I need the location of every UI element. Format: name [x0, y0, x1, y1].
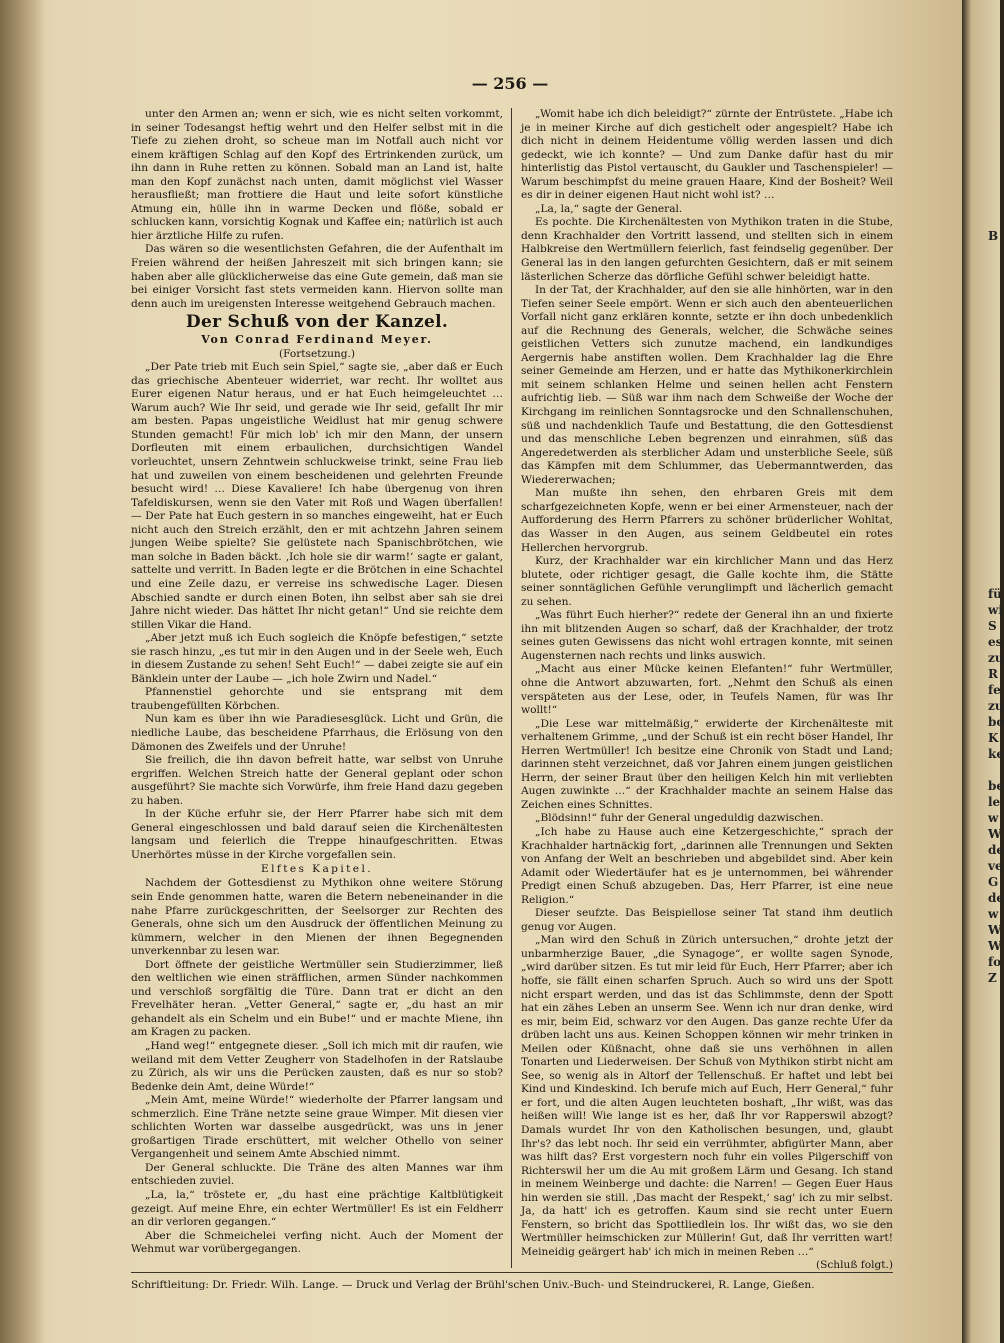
adjacent-page-text: zu	[988, 651, 1004, 665]
story-paragraph: Man mußte ihn sehen, den ehrbaren Greis mit dem scharfgezeichneten Kopfe, wenn er bei einer Armensteuer, nach der Aufforderung des Herrn Pfarrers zu schöner brüderlicher Wohltat, das Wasser in den Augen, aus seinem Geldbeutel ein rotes Hellerchen hervorgrub.	[521, 487, 893, 554]
story-continuation-note: (Fortsetzung.)	[278, 348, 356, 361]
story-author: Von Conrad Ferdinand Meyer.	[201, 333, 433, 347]
story-paragraph: „Hand weg!“ entgegnete dieser. „Soll ich mich mit dir raufen, wie weiland mit dem Vetter Zeugherr von Stadelhofen in der Ratslaube zu Zürich, als wir uns die Perücken zausten, daß es nur so stob? Bedenke dein Amt, deine Würde!“	[131, 1040, 503, 1093]
story-paragraph: „Blödsinn!“ fuhr der General ungeduldig dazwischen.	[535, 812, 824, 825]
story-paragraph: Kurz, der Krachhalder war ein kirchlicher Mann und das Herz blutete, oder richtiger gesagt, die Galle kochte ihm, die Stätte seiner sonntäglichen Gefühle verunglimpft und lächerlich gemacht zu sehen.	[521, 555, 893, 608]
adjacent-page-text: W	[988, 827, 1002, 841]
adjacent-page-edge	[962, 0, 1004, 1343]
adjacent-page-text: G	[988, 875, 999, 889]
story-paragraph: Dieser seufzte. Das Beispiellose seiner Tat stand ihm deutlich genug vor Augen.	[521, 907, 893, 933]
story-paragraph: Dort öffnete der geistliche Wertmüller sein Studierzimmer, ließ den weltlichen wie einen sträfflichen, armen Sünder nachkommen und verschloß sorgfältig die Türe. Dann trat er dicht an den Frevelhäter heran. „Vetter General,“ sagte er, „du hast an mir gehandelt als ein Schelm und ein Bube!“ und er machte Miene, ihn am Kragen zu packen.	[131, 958, 503, 1039]
story-paragraph: In der Tat, der Krachhalder, auf den sie alle hinhörten, war in den Tiefen seiner Seele empört. Wenn er sich auch den abenteuerlichen Vorfall nicht ganz erklären konnte, setzte er ihn doch unbedenklich auf die Rechnung des Generals, welcher, die Schwäche seines geistlichen Vetters sich zunutze machend, ein landkundiges Aergernis habe anstiften wollen. Dem Krachhalder lag die Ehre seiner Gemeinde am Herzen, und er hatte das Mythikonerkirchlein mit seinem schlanken Helme und seinen hellen acht Fenstern aufrichtig lieb. — Süß war ihm nach dem Schweiße der Woche der Kirchgang im reinlichen Sonntagsrocke und den Schnallenschuhen, süß und nachdenklich Taufe und Bestattung, die den Gottesdienst und das menschliche Leben begrenzen und einrahmen, süß das Angeredetwerden als sterblicher Adam und unsterbliche Seele, süß das Kämpfen mit dem Schlummer, das Uebermanntwerden, das Wiedererwachen;	[521, 284, 893, 486]
adjacent-page-text: B	[988, 229, 999, 243]
story-paragraph: „Die Lese war mittelmäßig,“ erwiderte der Kirchenälteste mit verhaltenem Grimme, „und der Schuß ist ein recht böser Handel, Ihr Herren Wertmüller! Ich besitze eine Chronik von Stadt und Land; darinnen steht verzeichnet, daß vor Jahren einem jungen geistlichen Herrn, der seiner Braut über den heiligen Kelch hin mit verliebten Augen zuwinkte …“ der Krachhalder machte an seinem Halse das Zeichen eines Schnittes.	[521, 717, 893, 811]
story-paragraph: „Womit habe ich dich beleidigt?“ zürnte der Entrüstete. „Habe ich je in meiner Kirche auf dich gestichelt oder angespielt? Habe ich dich nicht in deinem Heidentume völlig werden lassen und dich gedeckt, wie ich konnte? — Und zum Danke dafür hast du mir hinterlistig das Pistol vertauscht, du Gaukler und Taschenspieler! — Warum beschimpfst du meine grauen Haare, Kind der Bosheit? Weil es dir in deiner eigenen Haut nicht wohl ist? …	[521, 108, 893, 202]
story-paragraph: Nun kam es über ihn wie Paradiesesglück. Licht und Grün, die niedliche Laube, das bescheidene Pfarrhaus, die Erlösung von den Dämonen des Zweifels und der Unruhe!	[131, 713, 503, 753]
story-paragraph: „Ich habe zu Hause auch eine Ketzergeschichte,“ sprach der Krachhalder hartnäckig fort, „darinnen alle Trennungen und Sekten von Anfang der Welt an beschrieben und abgebildet sind. Aber kein Adamit oder Wiedertäufer hat es je unternommen, bei währender Predigt einen Schuß abzugeben. Das, Herr Pfarrer, ist eine neue Religion.“	[521, 825, 893, 906]
story-paragraph: „Man wird den Schuß in Zürich untersuchen,“ drohte jetzt der unbarmherzige Bauer, „die Synagoge“, er wollte sagen Synode, „wird darüber sitzen. Es tut mir leid für Euch, Herr Pfarrer; aber ich hoffe, sie fällt einen scharfen Spruch. Auch so wird uns der Spott nicht erspart werden, und das ist das Schlimmste, denn der Spott hat ein zähes Leben an unserm See. Wenn ich nur dran denke, wird es mir, beim Eid, schwarz vor den Augen. Das ganze rechte Ufer da drüben lacht uns aus. Keinen Schoppen können wir mehr trinken in Meilen oder Küßnacht, ohne daß sie uns verhöhnen in allen Tonarten und Liederweisen. Der Schuß von Mythikon stirbt nicht am See, so wenig als in Altorf der Tellenschuß. Er haftet und lebt bei Kind und Kindeskind. Ich berufe mich auf Euch, Herr General,“ fuhr er fort, und die alten Augen leuchteten boshaft, „Ihr wißt, was das heißen will! Wie lange ist es her, daß Ihr vor Rapperswil abzogt? Damals wurdet Ihr von den Katholischen besungen, und, glaubt Ihr's? das lebt noch. Ihr seid ein verrühmter, abfigürter Mann, aber was hilft das? Erst vorgestern noch fuhr ein volles Pilgerschiff von Richterswil her um die Au mit großem Lärm und Gesang. Ich stand in meinem Weinberge und dachte: die Narren! — Gegen Euer Haus hin werden sie still. ‚Das macht der Respekt,‘ sag' ich zu mir selbst. Ja, da hatt' ich es getroffen. Kaum sind sie recht unter Euern Fenstern, so bricht das Spottliedlein los. Ihr wißt das, wo sie den Wertmüller heimschicken zur Müllerin! Gut, daß Ihr verritten wart! Meineidig geärgert hab' ich mich in meinen Reben …“	[521, 934, 893, 1258]
adjacent-page-text: fe	[988, 683, 1001, 697]
story-paragraph: „Aber jetzt muß ich Euch sogleich die Knöpfe befestigen,“ setzte sie rasch hinzu, „es tut mir in den Augen und in der Seele weh, Euch in diesem Zustande zu sehen! Seht Euch!“ — dabei zeigte sie auf ein Bänklein unter der Laube — „ich hole Zwirn und Nadel.“	[131, 632, 503, 685]
page-number: — 256 —	[471, 74, 549, 93]
adjacent-page-text: ve	[988, 859, 1003, 873]
column-divider	[511, 108, 512, 1268]
adjacent-page-text: de	[988, 843, 1004, 857]
continuation-note: (Schluß folgt.)	[815, 1259, 893, 1272]
story-paragraph: „La, la,“ sagte der General.	[535, 202, 683, 215]
adjacent-page-text: fü	[988, 587, 1002, 601]
footer-rule	[131, 1272, 893, 1273]
right-column	[521, 108, 893, 1272]
article-paragraph: Das wären so die wesentlichsten Gefahren, die der Aufenthalt im Freien während der heißen Jahreszeit mit sich bringen kann; sie haben aber alle glücklicherweise das eine Gute gemein, daß man sie bei einiger Vorsicht fast stets vermeiden kann. Hiervon sollte man denn auch im ureigensten Interesse weitgehend Gebrauch machen.	[131, 243, 503, 310]
story-paragraph: Sie freilich, die ihn davon befreit hatte, war selbst von Unruhe ergriffen. Welchen Streich hatte der General geplant oder schon ausgeführt? Sie machte sich Vorwürfe, ihm freie Hand dazu gegeben zu haben.	[131, 754, 503, 807]
adjacent-page-text: S	[988, 619, 997, 633]
imprint-line: Schriftleitung: Dr. Friedr. Wilh. Lange. — Druck und Verlag der Brühl'schen Univ.-Buch- und Steindruckerei, R. Lange, Gießen.	[131, 1279, 815, 1291]
story-title: Der Schuß von der Kanzel.	[185, 312, 449, 333]
article-paragraph: unter den Armen an; wenn er sich, wie es nicht selten vorkommt, in seiner Todesangst heftig wehrt und den Helfer selbst mit in die Tiefe zu ziehen droht, so scheue man im Notfall auch nicht vor einem kräftigen Schlag auf den Kopf des Ertrinkenden zurück, um ihn dann in Ruhe retten zu können. Sobald man an Land ist, halte man den Kopf zunächst nach unten, damit möglichst viel Wasser herausfließt; man frottiere die Haut und leite sofort künstliche Atmung ein, hülle ihn in warme Decken und flöße, sobald er schlucken kann, vorsichtig Kognak und Kaffee ein; natürlich ist auch hier ärztliche Hilfe zu rufen.	[131, 108, 503, 242]
adjacent-page-text: W	[988, 939, 1002, 953]
story-paragraph: Pfannenstiel gehorchte und sie entsprang mit dem traubengefüllten Körbchen.	[131, 686, 503, 712]
adjacent-page-text: de	[988, 891, 1004, 905]
story-paragraph: „Macht aus einer Mücke keinen Elefanten!“ fuhr Wertmüller, ohne die Antwort abzuwarten, fort. „Nehmt den Schuß als einen verspäteten aus der Lese, oder, in Teufels Namen, für was Ihr wollt!“	[521, 663, 893, 717]
story-paragraph: Aber die Schmeichelei verfing nicht. Auch der Moment der Wehmut war vorübergegangen.	[131, 1229, 503, 1256]
adjacent-page-text: Z	[988, 971, 997, 985]
adjacent-page-text: bo	[988, 715, 1004, 729]
adjacent-page-text: be	[988, 779, 1004, 793]
adjacent-page-text: wi	[988, 603, 1003, 617]
page-gutter-shadow	[0, 0, 46, 1343]
adjacent-page-text: w	[988, 811, 999, 825]
adjacent-page-text: ke	[988, 747, 1004, 761]
chapter-heading: Elftes Kapitel.	[260, 863, 374, 876]
adjacent-page-text: R	[988, 667, 998, 681]
story-paragraph: Nachdem der Gottesdienst zu Mythikon ohne weitere Störung sein Ende genommen hatte, waren die Betern nebeneinander in die nahe Pfarre zurückgeschritten, der Seelsorger zur Rechten des Generals, ohne sich um den Ausdruck der öffentlichen Meinung zu kümmern, welcher in den Mienen der ihnen Begegnenden unverkennbar zu lesen war.	[131, 877, 503, 958]
adjacent-page-text: es	[988, 635, 1003, 649]
story-paragraph: Der General schluckte. Die Träne des alten Mannes war ihm entschieden zuviel.	[131, 1161, 503, 1188]
story-paragraph: „Der Pate trieb mit Euch sein Spiel,“ sagte sie, „aber daß er Euch das griechische Abenteuer widerriet, war recht. Ihr wolltet aus Eurer eigenen Natur heraus, und er hat Euch heimgeleuchtet … Warum auch? Wie Ihr seid, und gerade wie Ihr seid, gefallt Ihr mir am besten. Papas ungeistliche Weidlust hat mir genug schwere Stunden gemacht! Für mich lob' ich mir den Mann, der unsern Dorfleuten mit einem erbaulichen, durchsichtigen Wandel vorleuchtet, unsern Zehntwein schluckweise trinkt, seine Frau lieb hat und zuweilen von einem bescheidenen und gelehrten Freunde besucht wird! … Diese Kavaliere! Ich habe übergenug von ihren Tafeldiskursen, wenn sie den Vater mit Roß und Wagen überfallen! — Der Pate hat Euch gestern in so manches eingeweiht, hat er Euch nicht auch den Streich erzählt, den er mit achtzehn Jahren seinem jungen Weibe spielte? Sie gelüstete nach Spanischbrötchen, wie man solche in Baden bäckt. ‚Ich hole sie dir warm!‘ sagte er galant, sattelte und verritt. In Baden legte er die Brötchen in eine Schachtel und eine Zeile dazu, er verreise ins schwedische Lager. Diesen Abschied sandte er durch einen Boten, ihn selbst aber sah sie drei Jahre nicht wieder. Das hättet Ihr nicht getan!“ Und sie reichte dem stillen Vikar die Hand.	[131, 361, 503, 631]
story-paragraph: In der Küche erfuhr sie, der Herr Pfarrer habe sich mit dem General eingeschlossen und bald darauf seien die Kirchenältesten langsam und feierlich die Treppe hinaufgeschritten. Etwas Unerhörtes müsse in der Kirche vorgefallen sein.	[131, 808, 503, 861]
adjacent-page-text: w	[988, 907, 999, 921]
story-paragraph: Es pochte. Die Kirchenältesten von Mythikon traten in die Stube, denn Krachhalder den Vortritt lassend, und stellten sich in einem Halbkreise den Wertmüllern feierlich, fast feindselig gegenüber. Der General las in den langen gefurchten Gesichtern, daß er mit seinem lästerlichen Scherze das dörfliche Gefühl schwer beleidigt hatte.	[521, 216, 893, 283]
story-paragraph: „Was führt Euch hierher?“ redete der General ihn an und fixierte ihn mit blitzenden Augen so scharf, daß der Krachhalder, der trotz seines guten Gewissens das nicht wohl ertragen konnte, mit seinen Augensternen nach rechts und links auswich.	[521, 609, 893, 662]
story-paragraph: „Mein Amt, meine Würde!“ wiederholte der Pfarrer langsam und schmerzlich. Eine Träne netzte seine graue Wimper. Mit diesen vier schlichten Worten war dasselbe ausgedrückt, was uns in jener großartigen Tirade erschüttert, mit welcher Othello von seiner Vergangenheit und seinem Amte Abschied nimmt.	[131, 1094, 503, 1161]
left-column	[131, 108, 503, 1264]
adjacent-page-text: fo	[988, 955, 1002, 969]
adjacent-page-text: zu	[988, 699, 1004, 713]
adjacent-page-text: K	[988, 731, 999, 745]
adjacent-page-text: le	[988, 795, 1001, 809]
adjacent-page-text: W	[988, 923, 1002, 937]
story-paragraph: „La, la,“ tröstete er, „du hast eine prächtige Kaltblütigkeit gezeigt. Auf meine Ehre, ein echter Wertmüller! Es ist ein Feldherr an dir verloren gegangen.“	[131, 1189, 503, 1229]
